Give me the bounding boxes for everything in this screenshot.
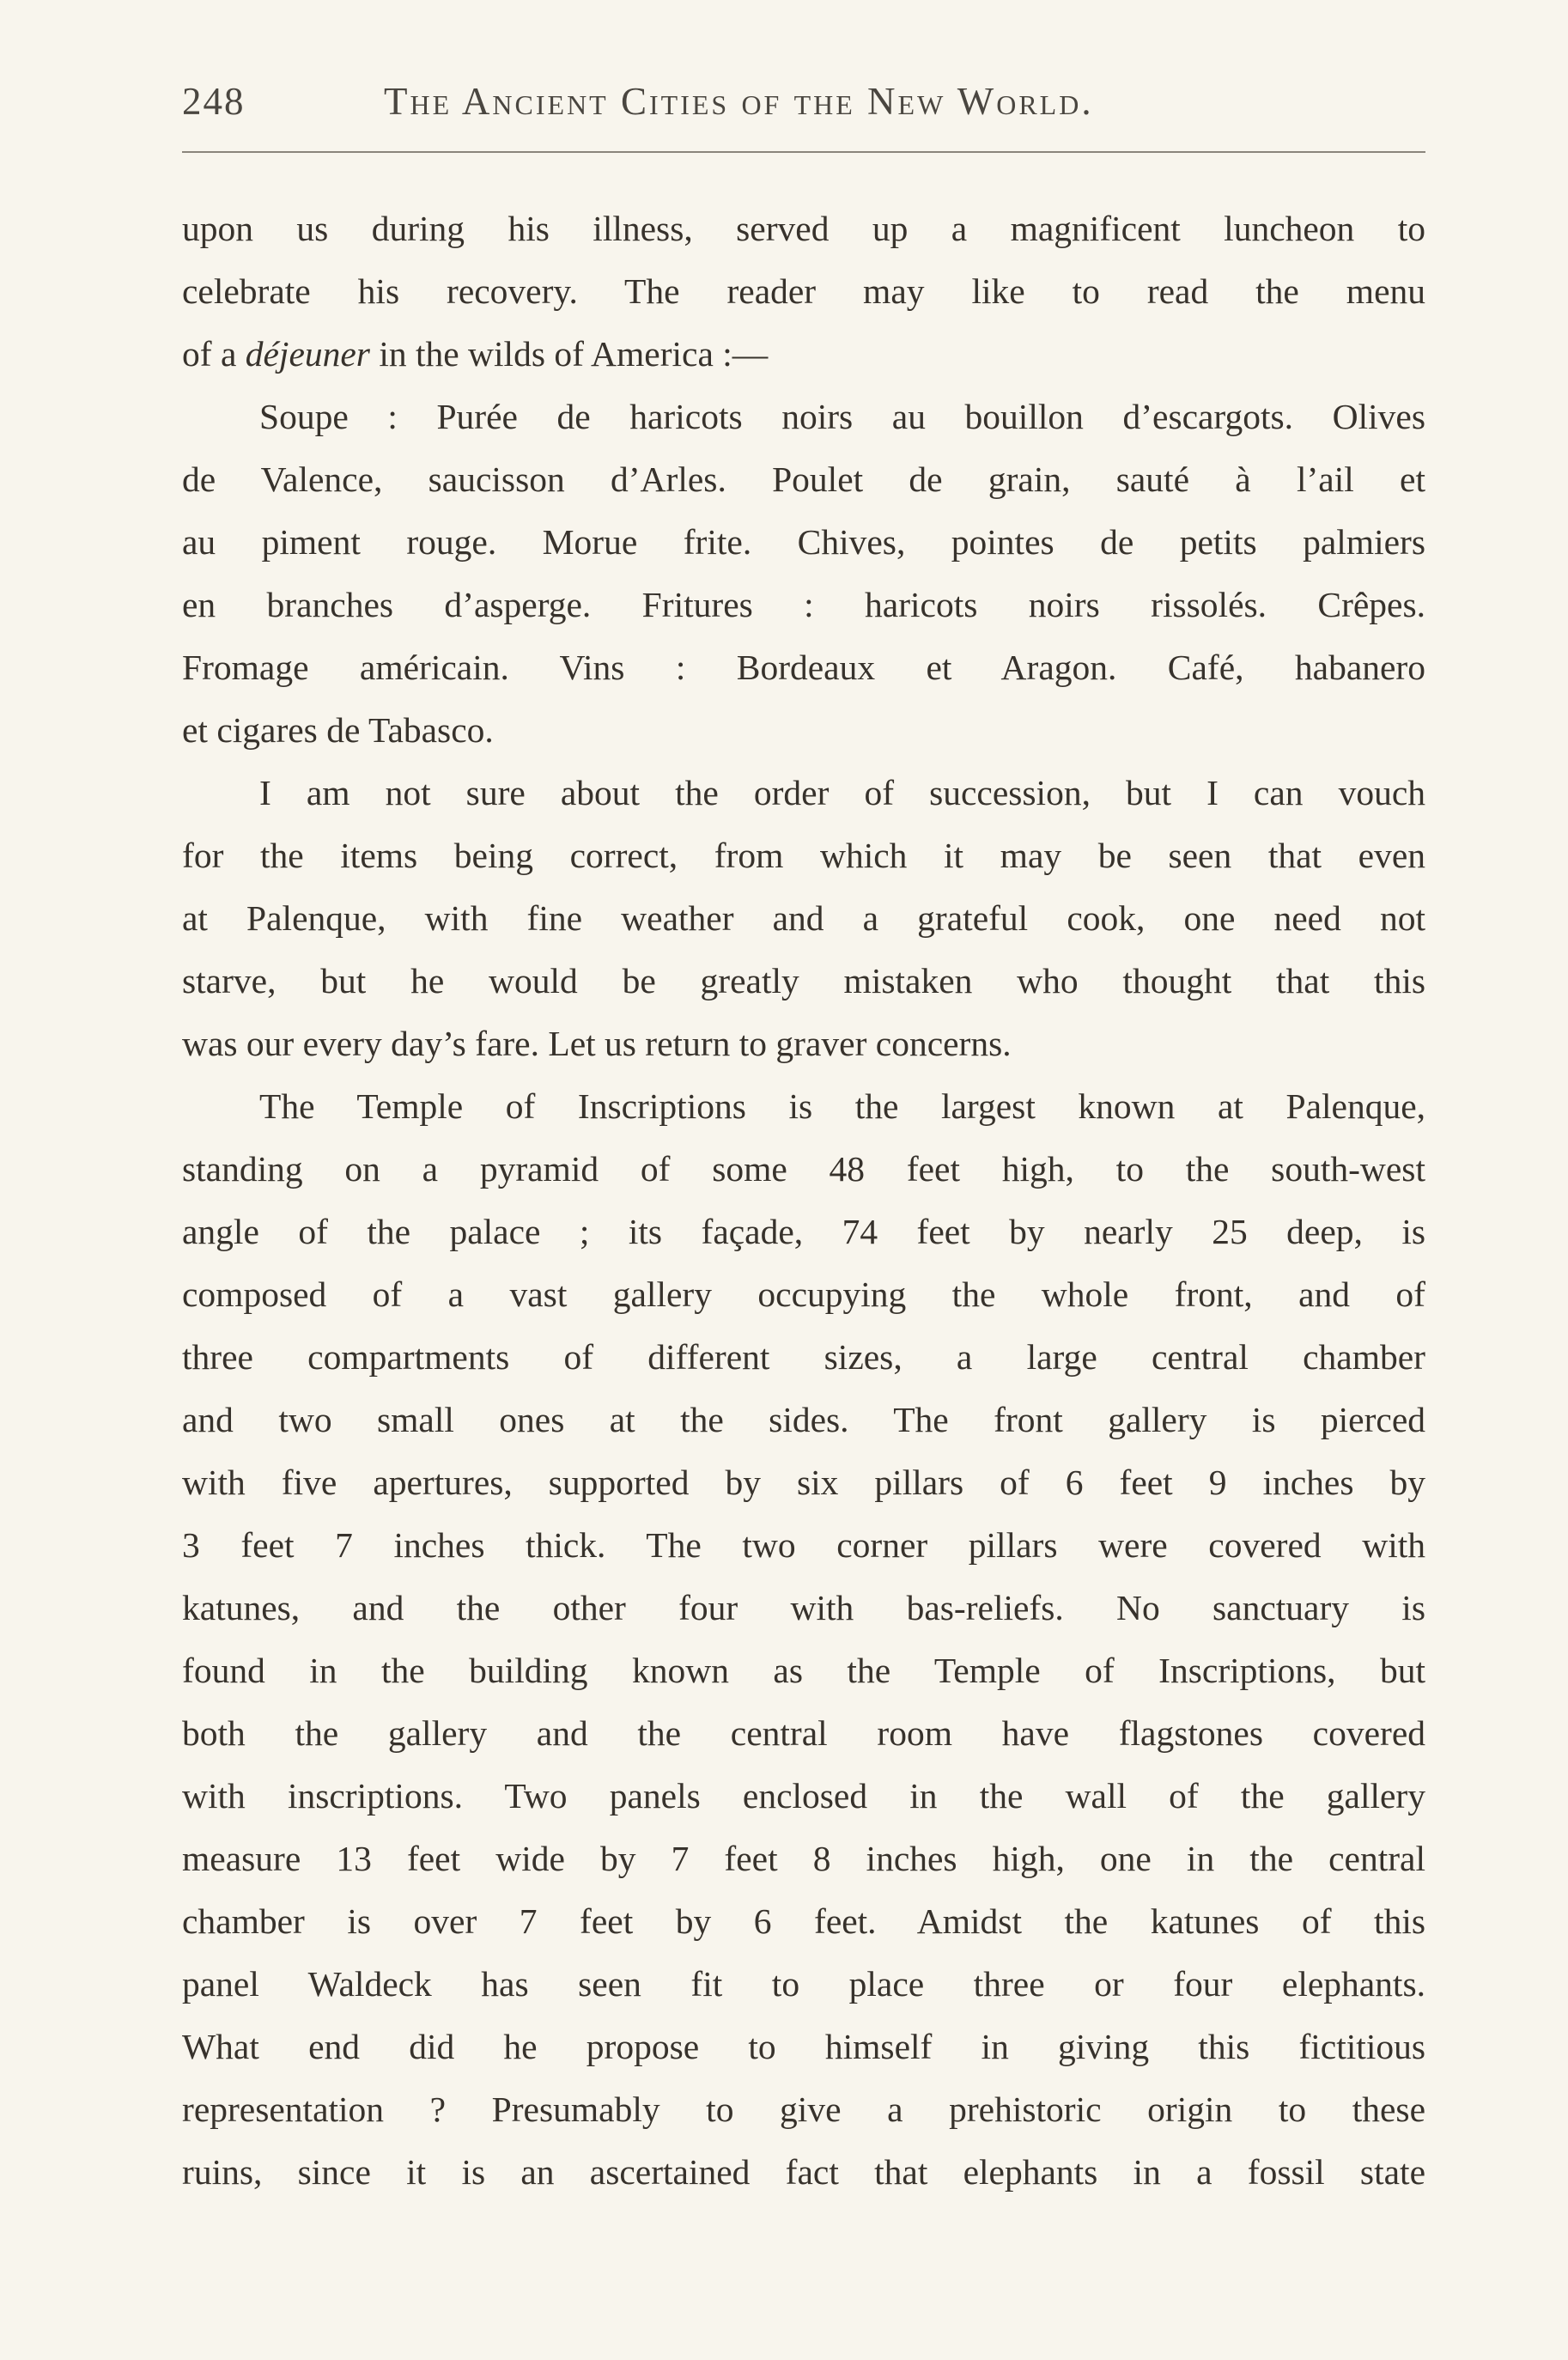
body-text: [182, 198, 1425, 2204]
text-line: found in the building known as the Temple of Inscriptions, but: [182, 1651, 1425, 1690]
text-line: for the items being correct, from which it may be seen that even: [182, 836, 1425, 875]
text-line: de Valence, saucisson d’Arles. Poulet de grain, sauté à l’ail et: [182, 459, 1425, 499]
text-line: [182, 323, 1425, 386]
text-line: Soupe : Purée de haricots noirs au bouillon d’escargots. Olives: [259, 397, 1425, 436]
paragraph-temple: [182, 1075, 1425, 2204]
italic-word-dejeuner: déjeuner: [245, 334, 370, 374]
text-line: with inscriptions. Two panels enclosed in the wall of the gallery: [182, 1776, 1425, 1816]
text-line: The Temple of Inscriptions is the largest known at Palenque,: [259, 1086, 1425, 1126]
header-rule: [182, 151, 1425, 153]
text-segment: in the wilds of America :—: [369, 334, 769, 374]
text-line: celebrate his recovery. The reader may like to read the menu: [182, 271, 1425, 311]
text-line: katunes, and the other four with bas-reliefs. No sanctuary is: [182, 1588, 1425, 1627]
text-line: I am not sure about the order of succession, but I can vouch: [259, 773, 1425, 812]
text-segment: of a: [182, 334, 246, 374]
text-line: panel Waldeck has seen fit to place three or four elephants.: [182, 1964, 1425, 2004]
text-line: ruins, since it is an ascertained fact that elephants in a fossil state: [182, 2152, 1425, 2192]
text-line: and two small ones at the sides. The front gallery is pierced: [182, 1400, 1425, 1439]
text-line: at Palenque, with fine weather and a grateful cook, one need not: [182, 898, 1425, 938]
text-line: with five apertures, supported by six pillars of 6 feet 9 inches by: [182, 1463, 1425, 1502]
text-line: 3 feet 7 inches thick. The two corner pillars were covered with: [182, 1525, 1425, 1565]
text-line: au piment rouge. Morue frite. Chives, pointes de petits palmiers: [182, 522, 1425, 562]
running-title: The Ancient Cities of the New World.: [384, 80, 1094, 123]
text-line: composed of a vast gallery occupying the whole front, and of: [182, 1274, 1425, 1314]
text-line: chamber is over 7 feet by 6 feet. Amidst the katunes of this: [182, 1901, 1425, 1941]
paragraph-luncheon: [182, 198, 1425, 386]
text-line: starve, but he would be greatly mistaken who thought that this: [182, 961, 1425, 1001]
text-line: What end did he propose to himself in giving this fictitious: [182, 2027, 1425, 2066]
text-line: representation ? Presumably to give a prehistoric origin to these: [182, 2089, 1425, 2129]
page-number: 248: [182, 80, 246, 123]
paragraph-menu: [182, 386, 1425, 762]
paragraph-succession: [182, 762, 1425, 1075]
text-line: en branches d’asperge. Fritures : haricots noirs rissolés. Crêpes.: [182, 585, 1425, 624]
text-line: standing on a pyramid of some 48 feet high, to the south-west: [182, 1149, 1425, 1189]
text-line: angle of the palace ; its façade, 74 feet by nearly 25 deep, is: [182, 1212, 1425, 1251]
text-line: upon us during his illness, served up a magnificent luncheon to: [182, 209, 1425, 248]
text-line: was our every day’s fare. Let us return to graver concerns.: [182, 1024, 1012, 1063]
text-line: three compartments of different sizes, a large central chamber: [182, 1337, 1425, 1377]
text-line: both the gallery and the central room have flagstones covered: [182, 1713, 1425, 1753]
page-header: [182, 79, 1425, 131]
text-line: et cigares de Tabasco.: [182, 710, 494, 750]
text-line: Fromage américain. Vins : Bordeaux et Aragon. Café, habanero: [182, 648, 1425, 687]
text-line: measure 13 feet wide by 7 feet 8 inches high, one in the central: [182, 1839, 1425, 1878]
